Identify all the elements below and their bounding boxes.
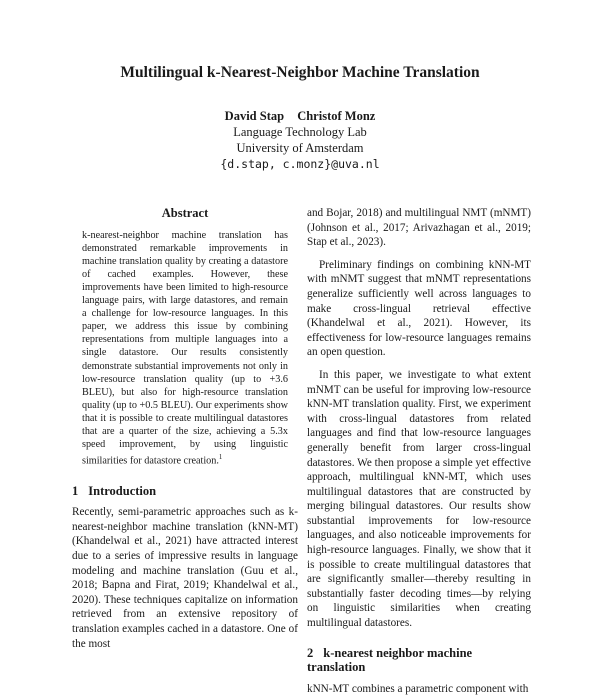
section-heading-knn-mt	[307, 646, 531, 675]
section-number: 2	[307, 645, 314, 660]
author-names	[0, 108, 600, 124]
intro-paragraph: In this paper, we investigate to what extent mNMT can be useful for improving low-resource kNN-MT translation quality. First, we experiment with cross-lingual datastores from related languages and find that low-resource languages generally benefit from larger cross-lingual datastores. We then propose a simple yet effective approach, multilingual kNN-MT, which uses multilingual datastores that are constructed by merging bilingual datastores. Our results show substantial improvements for low-resource languages, and also noticeable improvements for high-resource languages. Finally, we show that it is possible to create multilingual datastores that are significantly smaller—thereby resulting in substantially faster decoding times—by relying on linguistic similarities when creating multilingual datastores.	[307, 368, 531, 630]
abstract-text	[82, 229, 288, 468]
intro-paragraph: Preliminary findings on combining kNN-MT with mNMT suggest that mNMT representations generalize sufficiently well across languages to make cross-lingual retrieval effective (Khandelwal et al., 2021). However, its effectiveness for low-resource languages remains an open question.	[307, 258, 531, 359]
knn-paragraph: kNN-MT combines a parametric component with	[307, 682, 529, 695]
section-title: k-nearest neighbor machine translation	[307, 645, 473, 675]
section-heading-introduction	[72, 484, 298, 499]
section-number: 1	[72, 483, 79, 498]
abstract-heading: Abstract	[161, 206, 209, 220]
intro-continuation: and Bojar, 2018) and multilingual NMT (mNMT) (Johnson et al., 2017; Arivazhagan et al., 2019; Stap et al., 2023).	[307, 207, 531, 249]
affiliation-lab: Language Technology Lab	[233, 125, 367, 139]
right-column	[307, 206, 531, 696]
author-block	[0, 108, 600, 172]
author-name: David Stap	[224, 109, 285, 123]
affiliation-university: University of Amsterdam	[236, 141, 364, 155]
author-name: Christof Monz	[297, 109, 376, 123]
footnote-marker[interactable]: 1	[218, 453, 223, 462]
author-email: {d.stap, c.monz}@uva.nl	[220, 157, 380, 171]
paper-title: Multilingual k-Nearest-Neighbor Machine Translation	[120, 64, 480, 81]
abstract-body: k-nearest-neighbor machine translation has demonstrated remarkable improvements in machine translation quality by creating a datastore of cached examples. However, these improvements have been limited to high-resource language pairs, with large datastores, and remain a challenge for low-resource languages. In this paper, we address this issue by combining representations from multiple languages into a single datastore. Our results consistently demonstrate substantial improvements not only in low-resource translation quality (up to +3.6 BLEU), but also for high-resource translation quality (up to +0.5 BLEU). Our experiments show that it is possible to create multilingual datastores that are a quarter of the size, achieving a 5.3x speed improvement, by using linguistic similarities for datastore creation.	[82, 229, 288, 467]
left-column	[72, 206, 298, 651]
intro-paragraph: Recently, semi-parametric approaches such as k-nearest-neighbor machine translation (kNN-MT) (Khandelwal et al., 2021) have attracted interest due to a series of impressive results in language modeling and machine translation (Guu et al., 2018; Bapna and Firat, 2019; Khandelwal et al., 2020). These techniques capitalize on information retrieved from an extensive repository of translation examples cached in a datastore. One of the most	[72, 506, 298, 650]
section-title: Introduction	[88, 483, 157, 498]
